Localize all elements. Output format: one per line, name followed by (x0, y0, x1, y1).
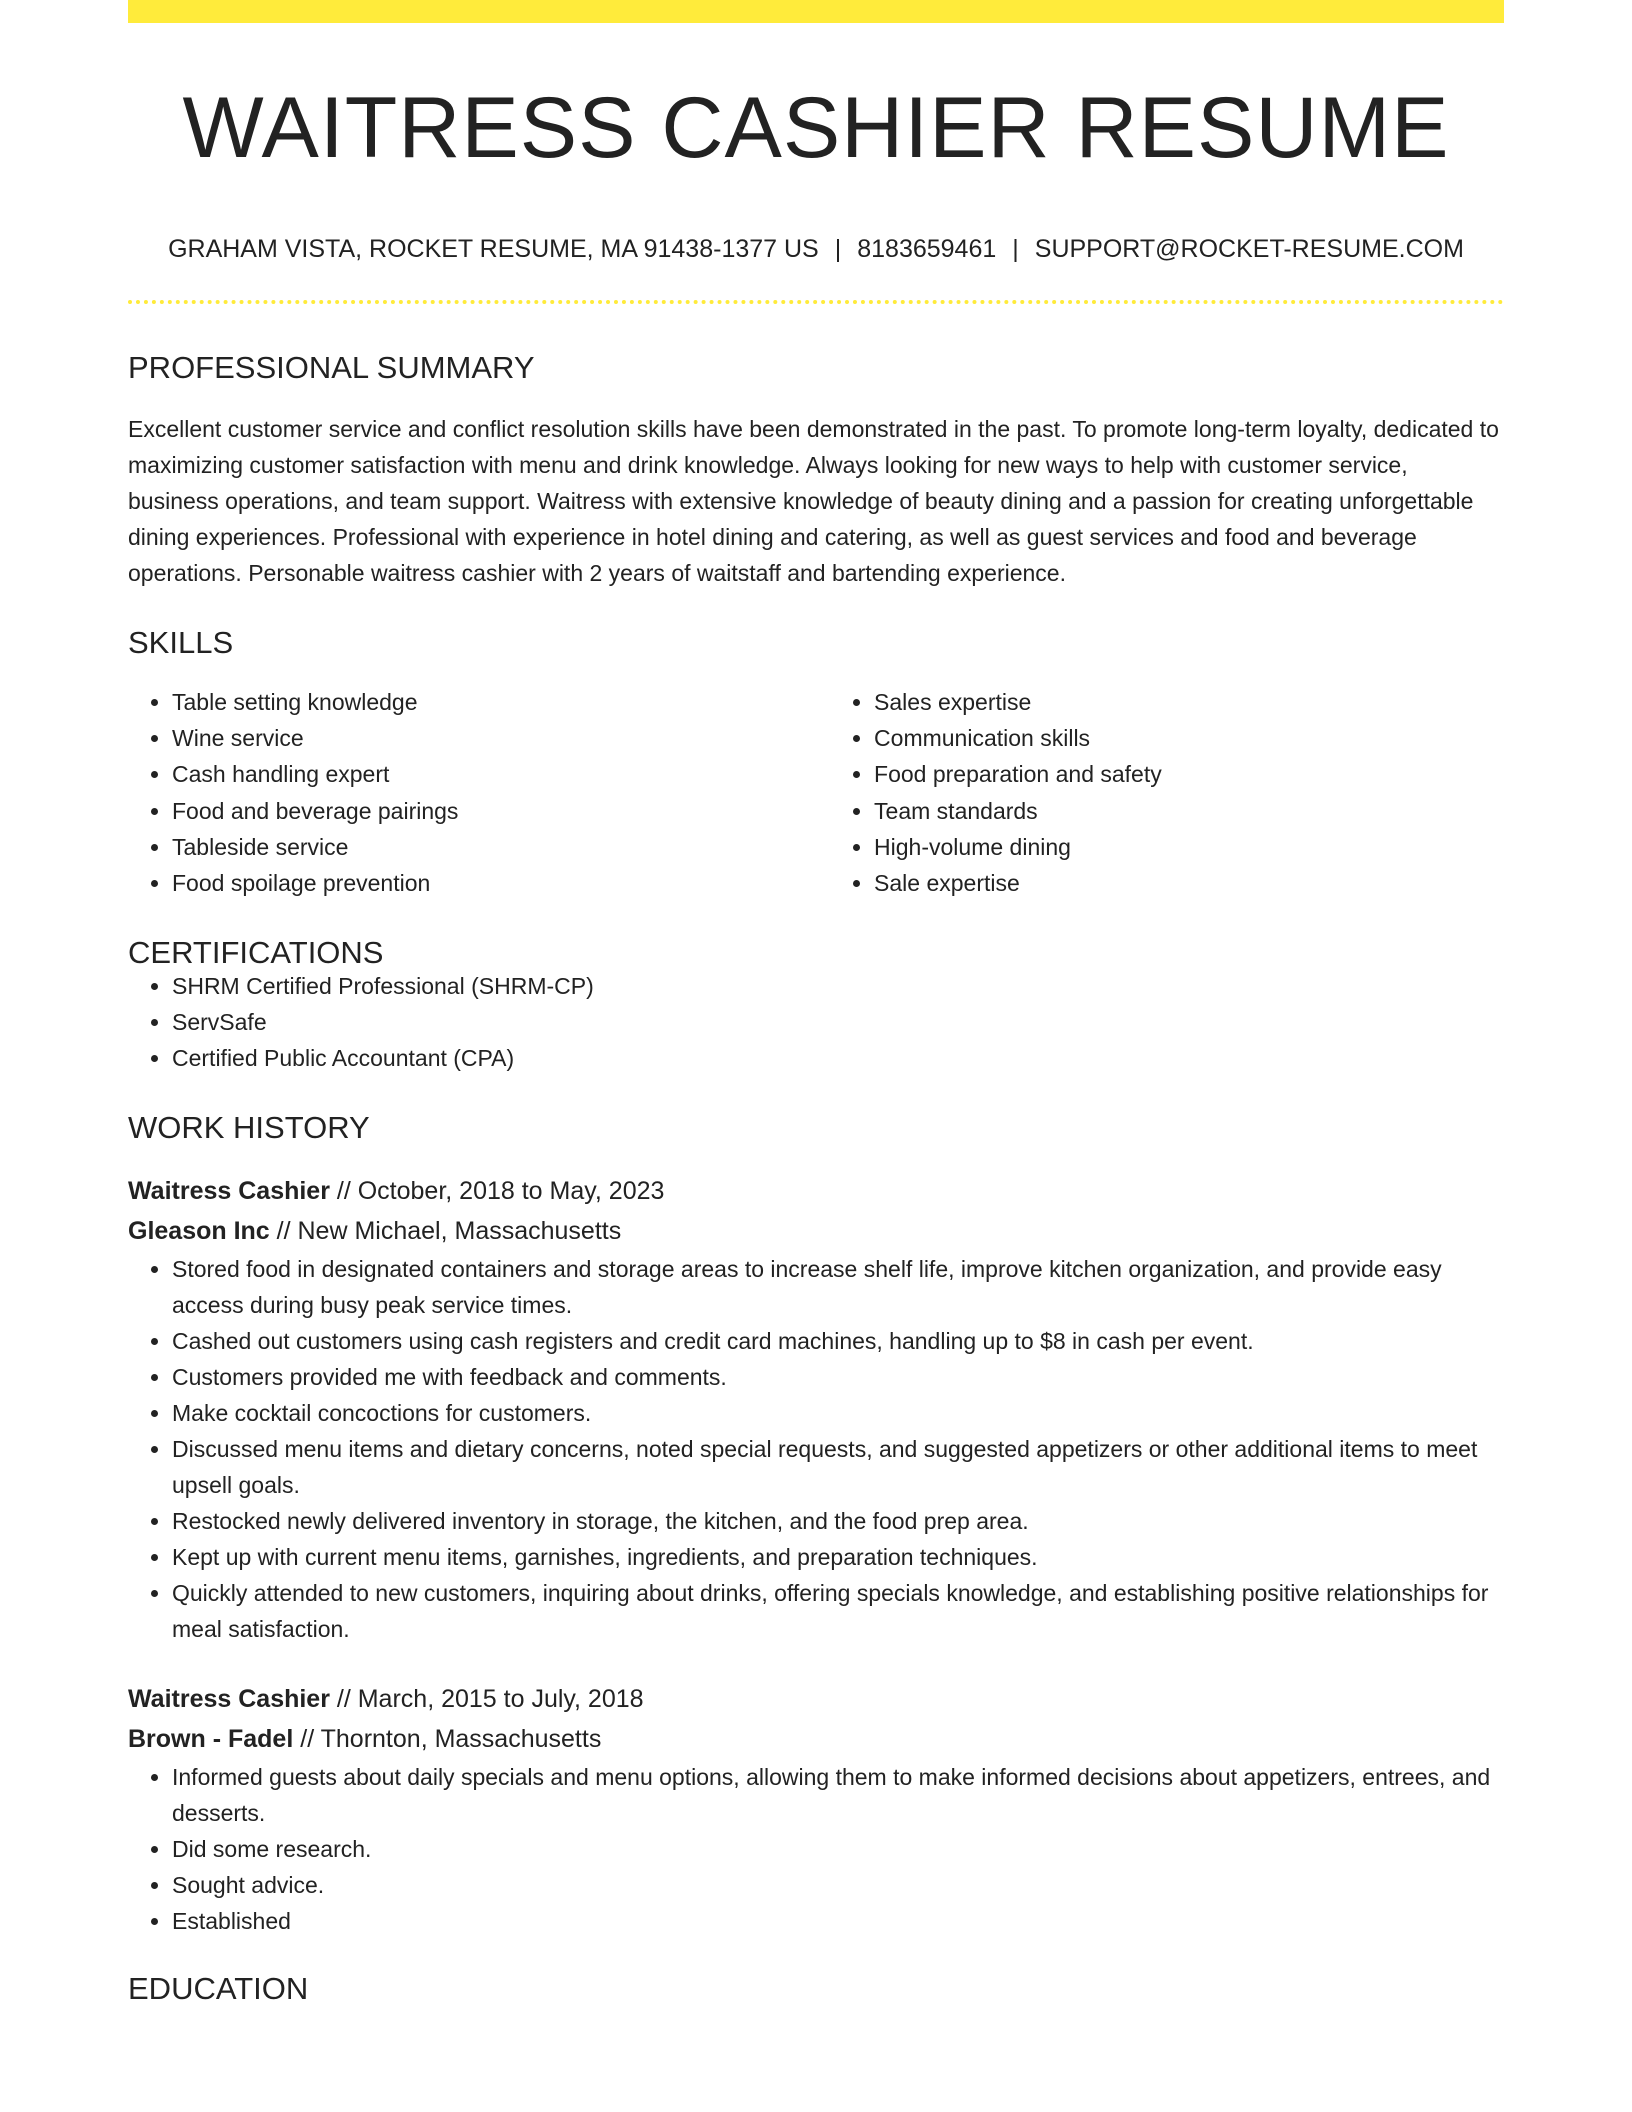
job-company-line (128, 1211, 1504, 1251)
job-title: Waitress Cashier (128, 1177, 330, 1206)
job-duty: • Kept up with current menu items, garnishes, ingredients, and preparation techniques. (172, 1539, 1504, 1575)
job-duty: • Sought advice. (172, 1867, 1504, 1903)
skill-item: • Sale expertise (874, 865, 1504, 901)
skill-item: • Food spoilage prevention (172, 865, 796, 901)
summary-heading: PROFESSIONAL SUMMARY (128, 350, 535, 385)
skill-item: • High-volume dining (874, 829, 1504, 865)
job-duty: • Stored food in designated containers and storage areas to increase shelf life, improve kitchen organization, and provide easy access during busy peak service times. (172, 1251, 1504, 1323)
job-dates: // March, 2015 to July, 2018 (329, 1685, 644, 1714)
contact-address: GRAHAM VISTA, ROCKET RESUME, MA 91438-1377 US (168, 235, 819, 263)
accent-top-bar (128, 0, 1504, 23)
job-title: Waitress Cashier (128, 1685, 330, 1714)
resume-title: WAITRESS CASHIER RESUME (182, 80, 1450, 176)
job-title-line (128, 1171, 1504, 1211)
contact-separator: | (834, 235, 842, 263)
job-company: Brown - Fadel (128, 1725, 294, 1754)
job-location: // Thornton, Massachusetts (293, 1725, 602, 1754)
skills-columns (128, 684, 1504, 901)
certification-item: • Certified Public Accountant (CPA) (172, 1040, 1504, 1076)
skill-item: • Sales expertise (874, 684, 1504, 720)
work-history-heading: WORK HISTORY (128, 1110, 370, 1146)
job-duty: • Cashed out customers using cash registers and credit card machines, handling up to $8 in cash per event. (172, 1323, 1504, 1359)
contact-phone: 8183659461 (857, 235, 997, 263)
job-duties-list (128, 1759, 1504, 1939)
contact-email: SUPPORT@ROCKET-RESUME.COM (1034, 235, 1464, 263)
job-duty: • Discussed menu items and dietary concerns, noted special requests, and suggested appetizers or other additional items to meet upsell goals. (172, 1431, 1504, 1503)
skills-list-left (128, 684, 796, 901)
job-dates: // October, 2018 to May, 2023 (329, 1177, 665, 1206)
certifications-heading: CERTIFICATIONS (128, 935, 384, 971)
skill-item: • Cash handling expert (172, 756, 796, 792)
job-company: Gleason Inc (128, 1217, 270, 1246)
job-duty: • Did some research. (172, 1831, 1504, 1867)
skill-item: • Table setting knowledge (172, 684, 796, 720)
job-title-line (128, 1679, 1504, 1719)
skill-item: • Communication skills (874, 720, 1504, 756)
job-duty: • Make cocktail concoctions for customers. (172, 1395, 1504, 1431)
job-entry (128, 1171, 1504, 1647)
skill-item: • Food preparation and safety (874, 756, 1504, 792)
job-duty: • Quickly attended to new customers, inquiring about drinks, offering specials knowledge, and establishing positive relationships for meal satisfaction. (172, 1575, 1504, 1647)
skill-item: • Wine service (172, 720, 796, 756)
job-location: // New Michael, Massachusetts (269, 1217, 622, 1246)
resume-page (128, 0, 1504, 2007)
skills-heading: SKILLS (128, 625, 234, 660)
job-duties-list (128, 1251, 1504, 1647)
contact-separator: | (1012, 235, 1019, 263)
job-duty: • Restocked newly delivered inventory in storage, the kitchen, and the food prep area. (172, 1503, 1504, 1539)
skills-list-right (830, 684, 1504, 901)
job-duty: • Customers provided me with feedback and comments. (172, 1359, 1504, 1395)
job-duty: • Informed guests about daily specials and menu options, allowing them to make informed decisions about appetizers, entrees, and desserts. (172, 1759, 1504, 1831)
job-company-line (128, 1719, 1504, 1759)
skill-item: • Tableside service (172, 829, 796, 865)
summary-text: Excellent customer service and conflict resolution skills have been demonstrated in the past. To promote long-term loyalty, dedicated to maximizing customer satisfaction with menu and drink knowledge. Always looking for new ways to help with customer service, business operations, and team support. Waitress with extensive knowledge of beauty dining and a passion for creating unforgettable dining experiences. Professional with experience in hotel dining and catering, as well as guest services and food and beverage operations. Personable waitress cashier with 2 years of waitstaff and bartending experience. (128, 416, 1499, 586)
education-heading: EDUCATION (128, 1971, 309, 2007)
skill-item: • Food and beverage pairings (172, 793, 796, 829)
contact-line (128, 237, 1504, 262)
dotted-divider (128, 300, 1504, 304)
job-entry (128, 1679, 1504, 1939)
certification-item: • SHRM Certified Professional (SHRM-CP) (172, 968, 1504, 1004)
certification-item: • ServSafe (172, 1004, 1504, 1040)
skill-item: • Team standards (874, 793, 1504, 829)
job-duty: • Established (172, 1903, 1504, 1939)
certifications-list (128, 968, 1504, 1076)
